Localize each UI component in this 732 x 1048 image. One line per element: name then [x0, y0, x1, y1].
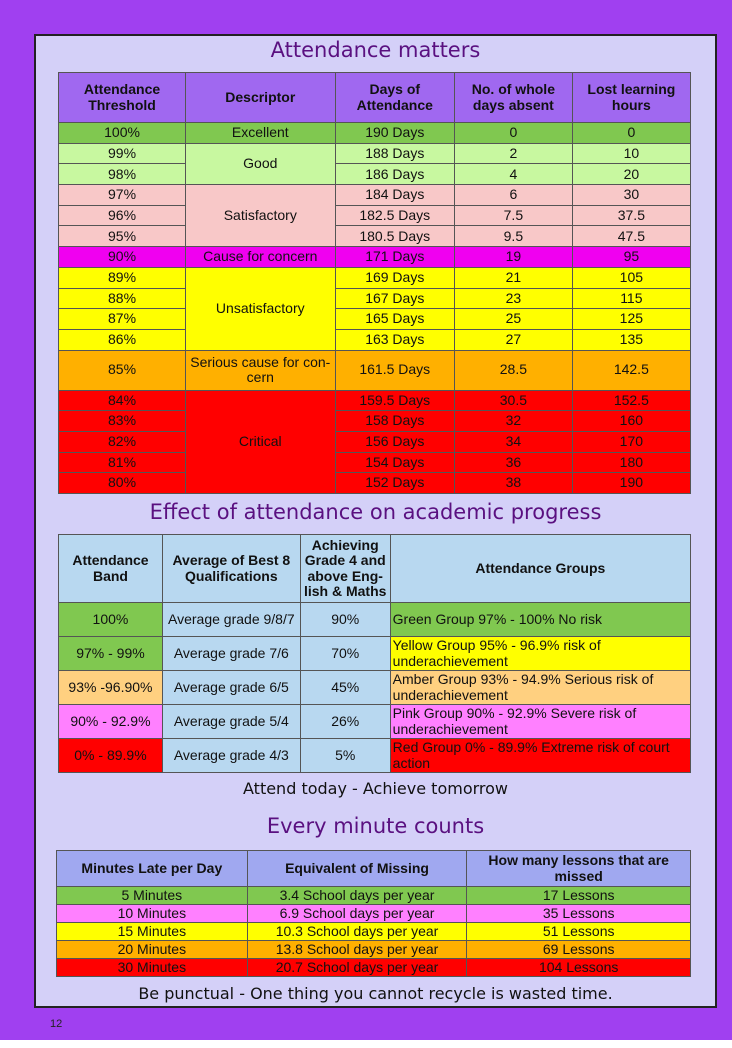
- table-row: [59, 603, 691, 637]
- table-cell: 190: [572, 473, 690, 494]
- table-cell: 51 Lessons: [467, 923, 691, 941]
- table-cell: 17 Lessons: [467, 887, 691, 905]
- table-cell: 96%: [59, 205, 186, 226]
- table-cell: 32: [455, 411, 573, 432]
- table-row: [59, 143, 691, 164]
- table-cell: 25: [455, 309, 573, 330]
- table-cell: 87%: [59, 309, 186, 330]
- table-cell: Green Group 97% - 100% No risk: [390, 603, 690, 637]
- table-cell: 142.5: [572, 350, 690, 390]
- table-cell: 93% -96.90%: [59, 671, 163, 705]
- table-cell: 190 Days: [335, 123, 455, 144]
- table-row: [59, 329, 691, 350]
- academic-progress-title: Effect of attendance on academic progress: [149, 500, 602, 524]
- column-header: Attendance Band: [59, 535, 163, 603]
- table-cell: 97% - 99%: [59, 637, 163, 671]
- table-header-row: [59, 535, 691, 603]
- table-cell: 163 Days: [335, 329, 455, 350]
- table-row: [59, 123, 691, 144]
- table-cell: 5 Minutes: [57, 887, 248, 905]
- table-cell: Red Group 0% - 89.9% Extreme risk of court action: [390, 739, 690, 773]
- table-cell: 180.5 Days: [335, 226, 455, 247]
- table-row: [59, 309, 691, 330]
- table-cell: 95%: [59, 226, 186, 247]
- column-header: Average of Best 8 Qualifications: [162, 535, 300, 603]
- table-row: [59, 350, 691, 390]
- table-cell: 2: [455, 143, 573, 164]
- column-header: No. of whole days absent: [455, 73, 573, 123]
- table-cell: 21: [455, 267, 573, 288]
- table-cell: Unsatisfactory: [186, 267, 335, 350]
- table-cell: 167 Days: [335, 288, 455, 309]
- content-panel: [34, 34, 717, 1008]
- table-row: [59, 431, 691, 452]
- table-cell: 10: [572, 143, 690, 164]
- table-row: [57, 959, 691, 977]
- table-cell: 152 Days: [335, 473, 455, 494]
- table-row: [59, 288, 691, 309]
- column-header: Lost learning hours: [572, 73, 690, 123]
- table-cell: Average grade 5/4: [162, 705, 300, 739]
- table-cell: Good: [186, 143, 335, 184]
- table-cell: 3.4 School days per year: [247, 887, 467, 905]
- table-cell: 10 Minutes: [57, 905, 248, 923]
- table-cell: 7.5: [455, 205, 573, 226]
- table-cell: Critical: [186, 390, 335, 493]
- every-minute-counts-title: Every minute counts: [266, 814, 485, 838]
- table-cell: 83%: [59, 411, 186, 432]
- table-row: [59, 390, 691, 411]
- table-cell: 158 Days: [335, 411, 455, 432]
- table-cell: 47.5: [572, 226, 690, 247]
- table-cell: 105: [572, 267, 690, 288]
- table-cell: 95: [572, 247, 690, 268]
- table-cell: 45%: [300, 671, 390, 705]
- table-cell: 89%: [59, 267, 186, 288]
- table-cell: 99%: [59, 143, 186, 164]
- table-row: [59, 739, 691, 773]
- column-header: Minutes Late per Day: [57, 851, 248, 887]
- table-cell: 135: [572, 329, 690, 350]
- table-cell: Serious cause for con-cern: [186, 350, 335, 390]
- table-cell: 80%: [59, 473, 186, 494]
- table-cell: 5%: [300, 739, 390, 773]
- table-row: [59, 185, 691, 206]
- table-row: [57, 923, 691, 941]
- table-row: [59, 164, 691, 185]
- table-cell: 69 Lessons: [467, 941, 691, 959]
- table-cell: Cause for concern: [186, 247, 335, 268]
- column-header: Days of Attendance: [335, 73, 455, 123]
- table-cell: 160: [572, 411, 690, 432]
- table-cell: Yellow Group 95% - 96.9% risk of underachievement: [390, 637, 690, 671]
- table-cell: 35 Lessons: [467, 905, 691, 923]
- column-header: Achieving Grade 4 and above Eng-lish & Maths: [300, 535, 390, 603]
- table-row: [59, 637, 691, 671]
- table-cell: 81%: [59, 452, 186, 473]
- page-number: 12: [50, 1018, 63, 1030]
- table-cell: 97%: [59, 185, 186, 206]
- table-cell: 36: [455, 452, 573, 473]
- be-punctual-caption: Be punctual - One thing you cannot recycle is wasted time.: [138, 984, 613, 1003]
- table-cell: 115: [572, 288, 690, 309]
- table-cell: 20 Minutes: [57, 941, 248, 959]
- table-cell: 70%: [300, 637, 390, 671]
- table-cell: 90%: [59, 247, 186, 268]
- table-cell: 98%: [59, 164, 186, 185]
- table-cell: 20: [572, 164, 690, 185]
- table-cell: Average grade 9/8/7: [162, 603, 300, 637]
- table-cell: 159.5 Days: [335, 390, 455, 411]
- table-cell: 152.5: [572, 390, 690, 411]
- table-row: [57, 905, 691, 923]
- minutes-late-table: [56, 850, 691, 977]
- table-row: [59, 247, 691, 268]
- table-row: [59, 473, 691, 494]
- attendance-matters-title: Attendance matters: [270, 38, 481, 62]
- table-row: [59, 671, 691, 705]
- table-cell: 170: [572, 431, 690, 452]
- table-cell: Pink Group 90% - 92.9% Severe risk of underachievement: [390, 705, 690, 739]
- table-cell: Excellent: [186, 123, 335, 144]
- table-cell: Amber Group 93% - 94.9% Serious risk of underachievement: [390, 671, 690, 705]
- table-row: [57, 941, 691, 959]
- table-row: [59, 267, 691, 288]
- column-header: Descriptor: [186, 73, 335, 123]
- academic-progress-table: [58, 534, 691, 773]
- table-cell: 19: [455, 247, 573, 268]
- table-cell: 86%: [59, 329, 186, 350]
- attendance-matters-table: [58, 72, 691, 494]
- table-cell: 28.5: [455, 350, 573, 390]
- table-cell: 88%: [59, 288, 186, 309]
- table-row: [59, 452, 691, 473]
- table-cell: 180: [572, 452, 690, 473]
- table-cell: Average grade 4/3: [162, 739, 300, 773]
- table-cell: 100%: [59, 603, 163, 637]
- table-cell: 85%: [59, 350, 186, 390]
- table-cell: 156 Days: [335, 431, 455, 452]
- table-cell: Satisfactory: [186, 185, 335, 247]
- table-row: [59, 205, 691, 226]
- column-header: How many lessons that are missed: [467, 851, 691, 887]
- table-cell: 100%: [59, 123, 186, 144]
- table-cell: 30.5: [455, 390, 573, 411]
- table-cell: 30 Minutes: [57, 959, 248, 977]
- table-cell: 38: [455, 473, 573, 494]
- table-cell: 4: [455, 164, 573, 185]
- table-header-row: [57, 851, 691, 887]
- table-row: [59, 411, 691, 432]
- attend-today-caption: Attend today - Achieve tomorrow: [243, 779, 508, 798]
- table-cell: 26%: [300, 705, 390, 739]
- table-cell: 15 Minutes: [57, 923, 248, 941]
- table-cell: 6: [455, 185, 573, 206]
- table-cell: 104 Lessons: [467, 959, 691, 977]
- column-header: Equivalent of Missing: [247, 851, 467, 887]
- table-cell: 161.5 Days: [335, 350, 455, 390]
- table-cell: 34: [455, 431, 573, 452]
- table-cell: 182.5 Days: [335, 205, 455, 226]
- table-cell: 154 Days: [335, 452, 455, 473]
- table-cell: 0% - 89.9%: [59, 739, 163, 773]
- table-cell: 90%: [300, 603, 390, 637]
- table-cell: 20.7 School days per year: [247, 959, 467, 977]
- table-cell: 165 Days: [335, 309, 455, 330]
- table-row: [57, 887, 691, 905]
- table-cell: 10.3 School days per year: [247, 923, 467, 941]
- table-cell: 0: [455, 123, 573, 144]
- table-cell: 125: [572, 309, 690, 330]
- table-header-row: [59, 73, 691, 123]
- table-cell: Average grade 7/6: [162, 637, 300, 671]
- column-header: Attendance Threshold: [59, 73, 186, 123]
- table-cell: 186 Days: [335, 164, 455, 185]
- table-cell: 82%: [59, 431, 186, 452]
- table-row: [59, 705, 691, 739]
- table-row: [59, 226, 691, 247]
- table-cell: Average grade 6/5: [162, 671, 300, 705]
- table-cell: 30: [572, 185, 690, 206]
- table-cell: 37.5: [572, 205, 690, 226]
- table-cell: 27: [455, 329, 573, 350]
- table-cell: 0: [572, 123, 690, 144]
- table-cell: 23: [455, 288, 573, 309]
- table-cell: 9.5: [455, 226, 573, 247]
- table-cell: 90% - 92.9%: [59, 705, 163, 739]
- table-cell: 13.8 School days per year: [247, 941, 467, 959]
- table-cell: 171 Days: [335, 247, 455, 268]
- table-cell: 6.9 School days per year: [247, 905, 467, 923]
- table-cell: 84%: [59, 390, 186, 411]
- column-header: Attendance Groups: [390, 535, 690, 603]
- table-cell: 184 Days: [335, 185, 455, 206]
- table-cell: 188 Days: [335, 143, 455, 164]
- table-cell: 169 Days: [335, 267, 455, 288]
